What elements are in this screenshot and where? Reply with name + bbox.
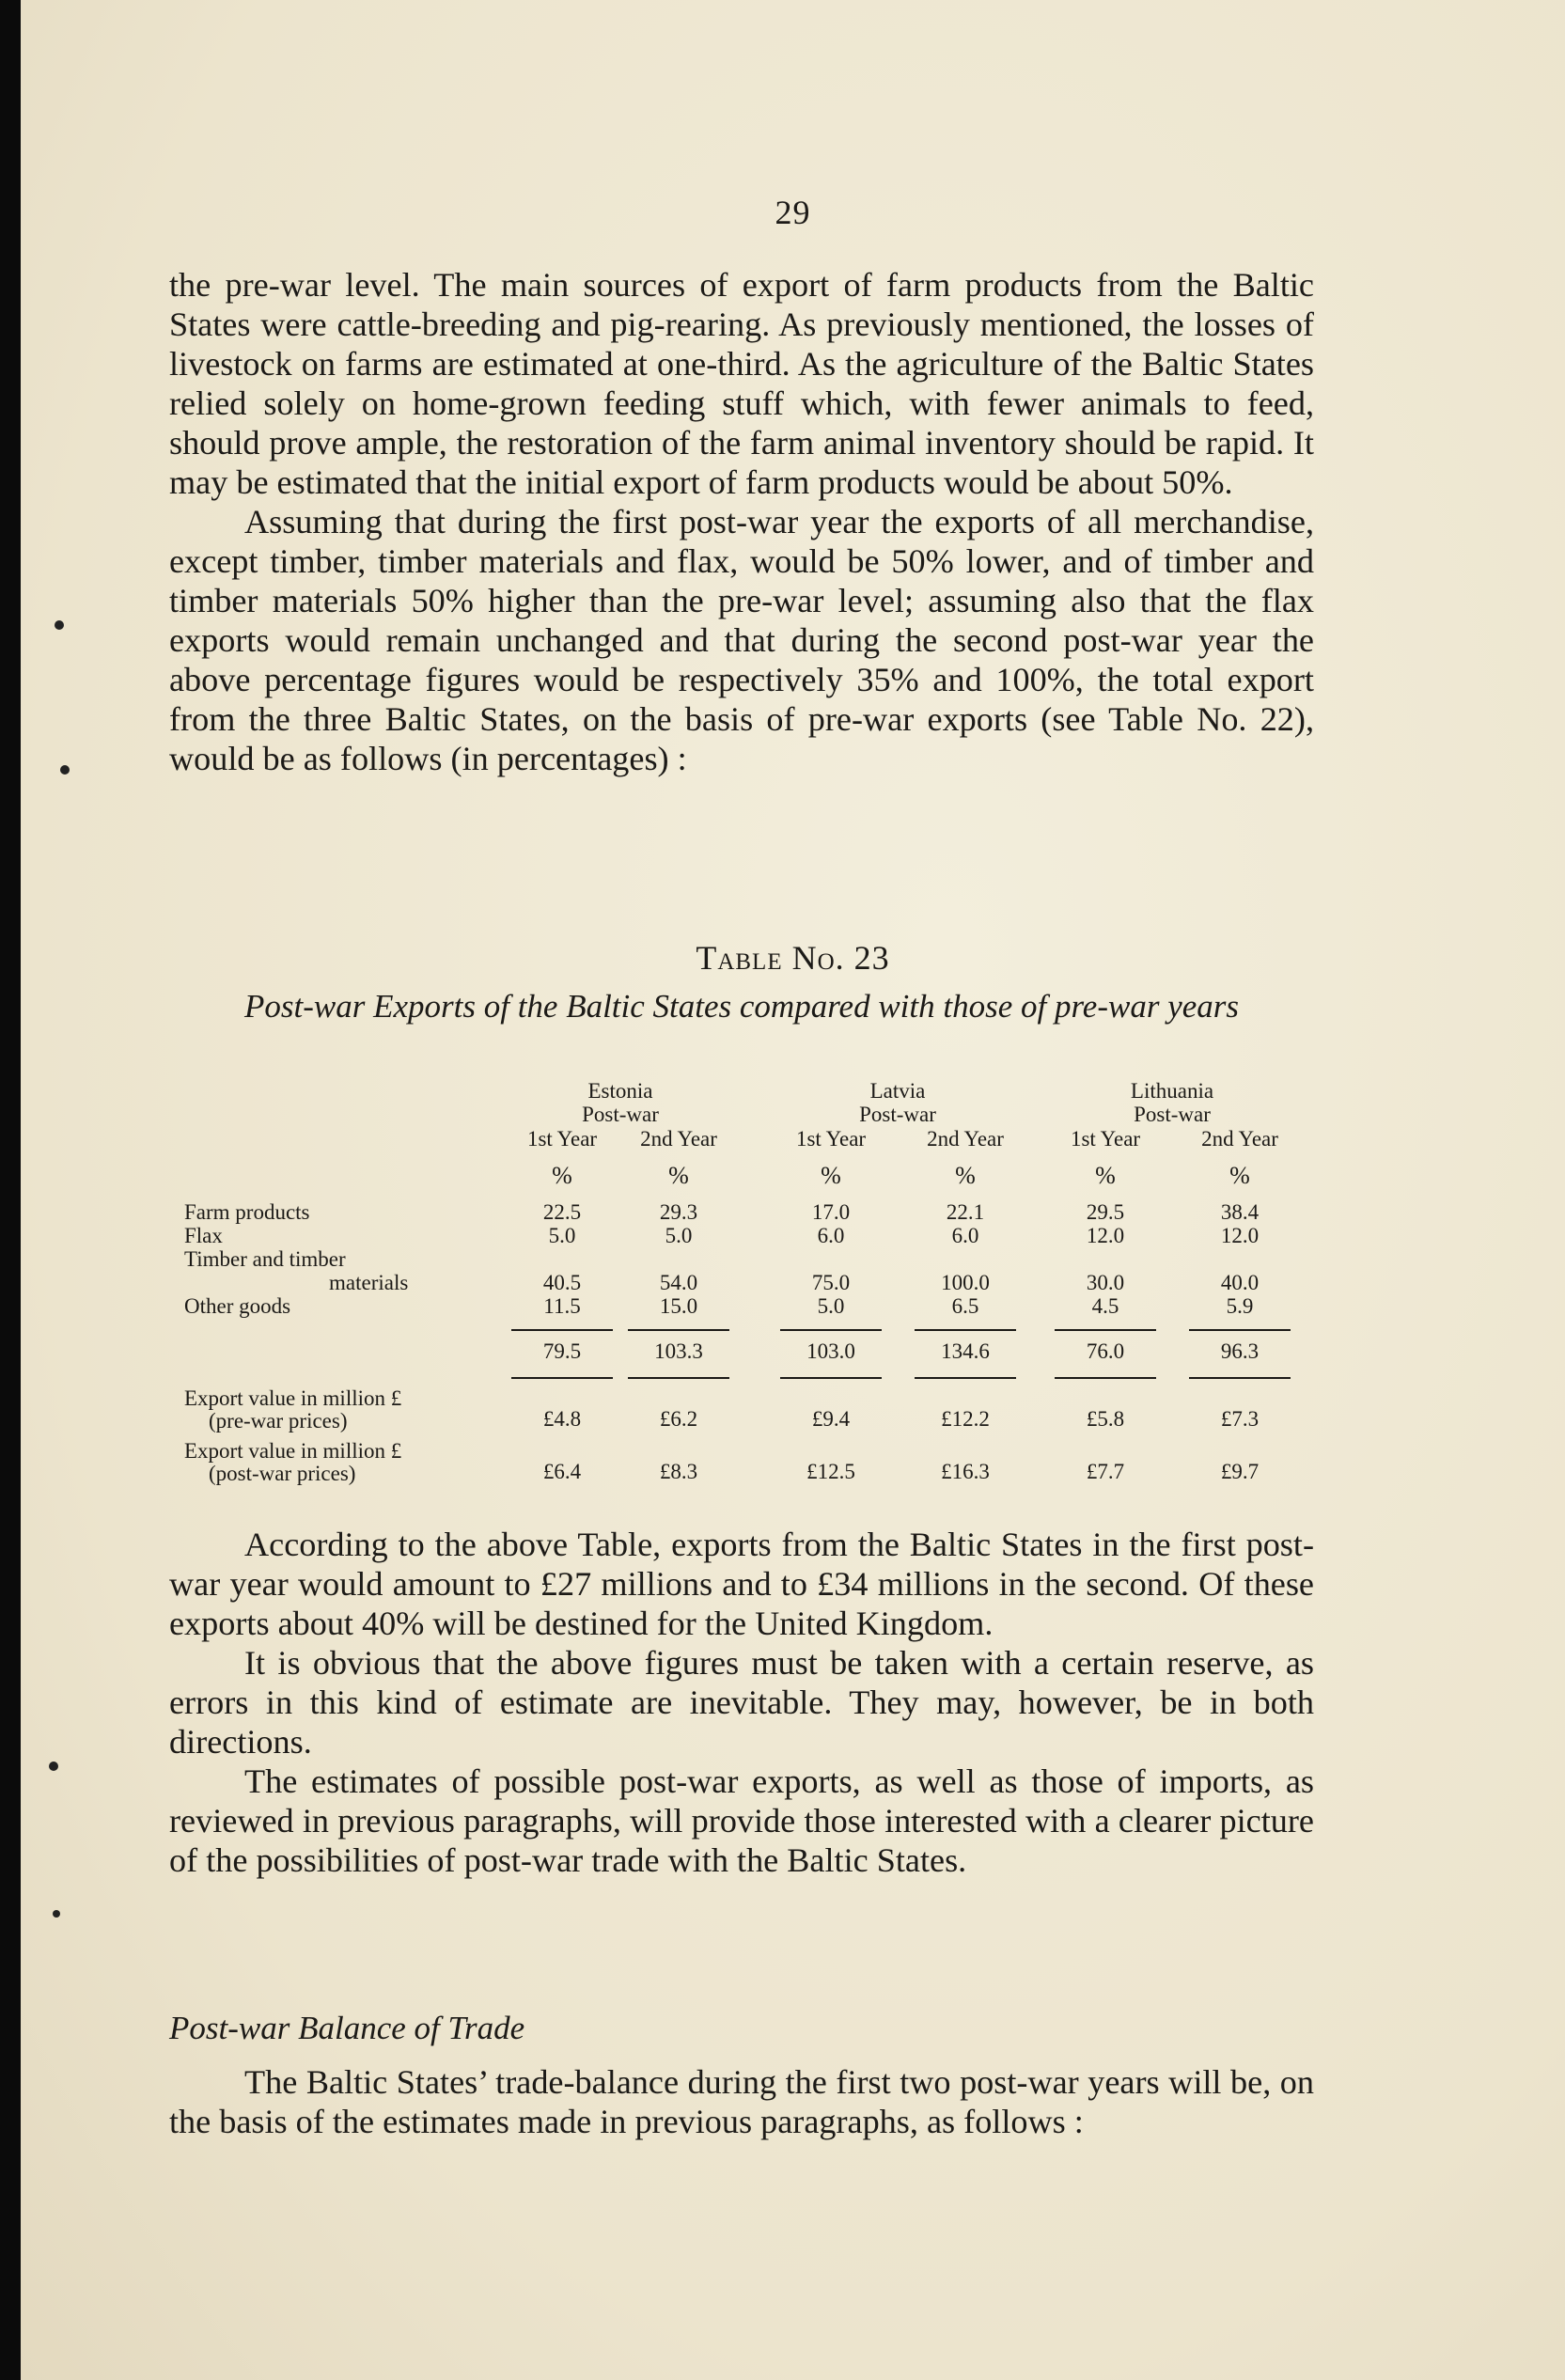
margin-mark <box>49 1762 58 1771</box>
table-cell: 6.5 <box>951 1294 979 1318</box>
text-block-bottom <box>169 1525 1314 1880</box>
row-label: Timber and timber <box>184 1247 346 1271</box>
total-rule <box>628 1377 729 1379</box>
table-cell: 5.0 <box>817 1294 845 1318</box>
table-cell: 30.0 <box>1086 1271 1125 1294</box>
table-cell: 40.0 <box>1220 1271 1260 1294</box>
table-cell: 40.5 <box>542 1271 582 1294</box>
total-cell: 103.3 <box>654 1339 703 1363</box>
table-caption: Post-war Exports of the Baltic States compared with those of pre-war years <box>244 988 1239 1025</box>
paragraph: According to the above Table, exports from the Baltic States in the first post-war year would amount to £27 millions and to £34 millions in the second. Of these exports about 40% will be destined for the United Kingdom. <box>169 1526 1314 1642</box>
table-number: Table No. 23 <box>696 939 890 977</box>
table-cell: 54.0 <box>659 1271 698 1294</box>
percent-symbol: % <box>1229 1162 1250 1189</box>
total-rule <box>511 1377 613 1379</box>
table-cell: 17.0 <box>811 1200 851 1224</box>
value-cell: £9.7 <box>1220 1460 1260 1483</box>
percent-symbol: % <box>1095 1162 1116 1189</box>
table-cell: 5.0 <box>548 1224 576 1247</box>
value-cell: £12.5 <box>806 1460 855 1483</box>
row-label: (pre-war prices) <box>209 1409 348 1433</box>
post-war-header: Post-war <box>582 1103 659 1126</box>
year-header: 2nd Year <box>927 1127 1004 1151</box>
row-label: Export value in million £ <box>184 1439 402 1463</box>
total-rule <box>780 1329 882 1331</box>
country-header: Estonia <box>587 1079 653 1103</box>
table-cell: 5.0 <box>665 1224 693 1247</box>
paragraph: The Baltic States’ trade-balance during the first two post-war years will be, on the basis of the estimates made in previous paragraphs, as follows : <box>169 2063 1314 2140</box>
total-rule <box>1189 1329 1291 1331</box>
table-cell: 29.5 <box>1086 1200 1125 1224</box>
table-cell: 29.3 <box>659 1200 698 1224</box>
total-cell: 76.0 <box>1086 1339 1125 1363</box>
year-header: 1st Year <box>526 1127 598 1151</box>
table-cell: 11.5 <box>543 1294 581 1318</box>
page-number: 29 <box>775 194 811 231</box>
table-cell: 6.0 <box>817 1224 845 1247</box>
percent-symbol: % <box>552 1162 572 1189</box>
paragraph: Assuming that during the first post-war year the exports of all merchandise, except timber, timber materials and flax, would be 50% lower, and of timber and timber materials 50% higher than the pre-war level; assuming also that the flax exports would remain unchanged and that during the second post-war year the above percentage figures would be respectively 35% and 100%, the total export from the three Baltic States, on the basis of pre-war exports (see Table No. 22), would be as follows (in percentages) : <box>169 503 1314 777</box>
table-cell: 6.0 <box>951 1224 979 1247</box>
total-cell: 79.5 <box>542 1339 582 1363</box>
value-cell: £5.8 <box>1086 1407 1125 1431</box>
total-rule <box>1055 1329 1156 1331</box>
value-cell: £6.2 <box>659 1407 698 1431</box>
percent-symbol: % <box>668 1162 689 1189</box>
percent-symbol: % <box>955 1162 976 1189</box>
section-subheading: Post-war Balance of Trade <box>169 2010 525 2046</box>
value-cell: £16.3 <box>941 1460 990 1483</box>
value-cell: £4.8 <box>542 1407 582 1431</box>
value-cell: £6.4 <box>542 1460 582 1483</box>
table-cell: 75.0 <box>811 1271 851 1294</box>
value-cell: £7.3 <box>1220 1407 1260 1431</box>
margin-mark <box>55 620 64 630</box>
table-cell: 100.0 <box>941 1271 990 1294</box>
total-rule <box>1189 1377 1291 1379</box>
table-cell: 38.4 <box>1220 1200 1260 1224</box>
value-cell: £12.2 <box>941 1407 990 1431</box>
year-header: 2nd Year <box>1201 1127 1278 1151</box>
percent-symbol: % <box>821 1162 841 1189</box>
total-rule <box>915 1329 1016 1331</box>
total-cell: 103.0 <box>806 1339 855 1363</box>
year-header: 1st Year <box>1070 1127 1141 1151</box>
margin-mark <box>53 1910 60 1918</box>
country-header: Latvia <box>869 1079 926 1103</box>
table-cell: 15.0 <box>659 1294 698 1318</box>
row-label: (post-war prices) <box>209 1462 356 1485</box>
text-block-last <box>169 2062 1314 2141</box>
value-cell: £9.4 <box>811 1407 851 1431</box>
post-war-header: Post-war <box>859 1103 936 1126</box>
post-war-header: Post-war <box>1134 1103 1211 1126</box>
total-rule <box>915 1377 1016 1379</box>
year-header: 1st Year <box>795 1127 867 1151</box>
total-rule <box>511 1329 613 1331</box>
table-cell: 12.0 <box>1086 1224 1125 1247</box>
total-cell: 96.3 <box>1220 1339 1260 1363</box>
total-rule <box>1055 1377 1156 1379</box>
table-cell: 12.0 <box>1220 1224 1260 1247</box>
paragraph: The estimates of possible post-war exports, as well as those of imports, as reviewed in previous paragraphs, will provide those interested with a clearer picture of the possibilities of post-war trade with the Baltic States. <box>169 1762 1314 1879</box>
value-cell: £7.7 <box>1086 1460 1125 1483</box>
row-label: Flax <box>184 1224 223 1247</box>
value-cell: £8.3 <box>659 1460 698 1483</box>
total-rule <box>628 1329 729 1331</box>
table-cell: 22.1 <box>946 1200 985 1224</box>
paragraph: the pre-war level. The main sources of export of farm products from the Baltic States were cattle-breeding and pig-rearing. As previously mentioned, the losses of livestock on farms are estimated at one-third. As the agriculture of the Baltic States relied solely on home-grown feeding stuff which, with fewer animals to feed, should prove ample, the restoration of the farm animal inventory should be rapid. It may be estimated that the initial export of farm products would be about 50%. <box>169 266 1314 501</box>
year-header: 2nd Year <box>640 1127 717 1151</box>
row-label: materials <box>329 1271 409 1294</box>
row-label: Farm products <box>184 1200 310 1224</box>
country-header: Lithuania <box>1130 1079 1214 1103</box>
text-block-top <box>169 265 1314 778</box>
table-cell: 22.5 <box>542 1200 582 1224</box>
table-cell: 4.5 <box>1091 1294 1119 1318</box>
row-label: Other goods <box>184 1294 291 1318</box>
paragraph: It is obvious that the above figures must be taken with a certain reserve, as errors in this kind of estimate are inevitable. They may, however, be in both directions. <box>169 1644 1314 1761</box>
document-page <box>21 0 1565 2380</box>
row-label: Export value in million £ <box>184 1386 402 1410</box>
total-cell: 134.6 <box>941 1339 990 1363</box>
margin-mark <box>60 765 70 775</box>
table-cell: 5.9 <box>1226 1294 1254 1318</box>
total-rule <box>780 1377 882 1379</box>
